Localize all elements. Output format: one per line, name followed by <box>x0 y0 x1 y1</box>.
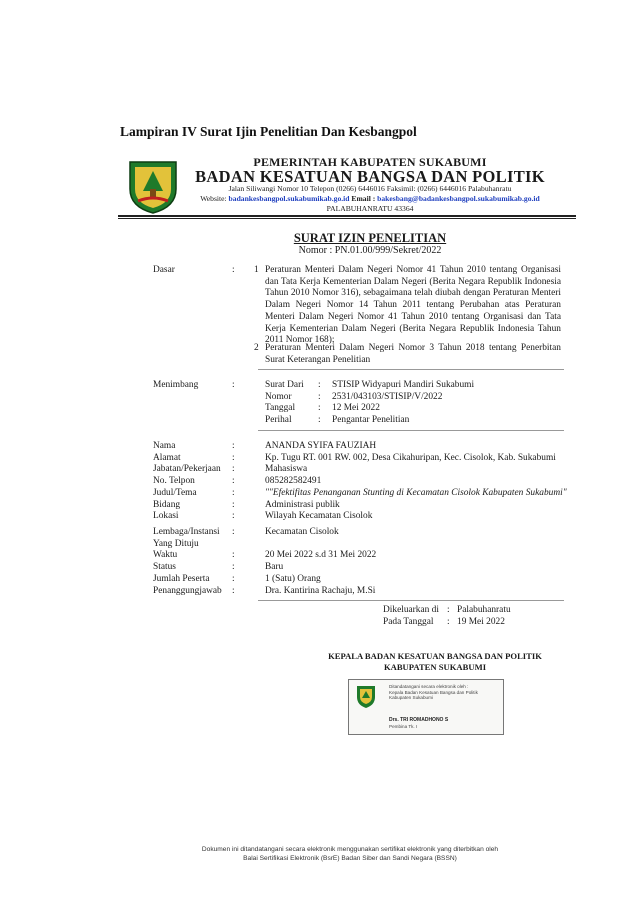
email-label: Email : <box>351 194 376 203</box>
status-colon: : <box>232 562 235 573</box>
letterhead-government: PEMERINTAH KABUPATEN SUKABUMI <box>253 155 487 169</box>
pekerjaan-value: Mahasiswa <box>265 464 308 475</box>
letterhead-divider <box>118 215 576 217</box>
issued-date-colon: : <box>447 617 450 627</box>
menimbang-label: Menimbang <box>153 380 199 390</box>
waktu-value: 20 Mei 2022 s.d 31 Mei 2022 <box>265 550 377 561</box>
dasar-colon: : <box>232 265 235 275</box>
penanggungjawab-label: Penanggungjawab <box>153 585 222 596</box>
footer-line1: Dokumen ini ditandatangani secara elektronik menggunakan sertifikat elektronik yang diterbitkan oleh <box>201 846 499 853</box>
tanggal-value: 12 Mei 2022 <box>332 403 380 414</box>
regency-emblem-icon <box>124 159 182 215</box>
judul-colon: : <box>232 487 235 498</box>
bidang-colon: : <box>232 499 235 510</box>
nama-value: ANANDA SYIFA FAUZIAH <box>265 441 377 451</box>
nomor-colon: : <box>318 391 321 402</box>
bidang-value: Administrasi publik <box>265 499 340 510</box>
lembaga-label: Lembaga/Instansi <box>153 527 220 537</box>
perihal-value: Pengantar Penelitian <box>332 415 410 426</box>
issued-place-label: Dikeluarkan di <box>383 605 439 615</box>
stamp-signer-rank: Pembina Tk. I <box>389 724 418 729</box>
nama-label: Nama <box>153 441 176 451</box>
judul-label: Judul/Tema <box>153 487 197 498</box>
stamp-text-line2: Kepala Badan Kesatuan Bangsa dan Politik <box>389 689 478 695</box>
tanggal-label: Tanggal <box>265 403 296 414</box>
lembaga-label-line2: Yang Dituju <box>153 538 199 549</box>
pekerjaan-label: Jabatan/Pekerjaan <box>153 464 221 475</box>
penanggungjawab-value: Dra. Kantirina Rachaju, M.Si <box>265 585 376 596</box>
issued-place-colon: : <box>447 605 450 615</box>
alamat-value: Kp. Tugu RT. 001 RW. 002, Desa Cikahuripan, Kec. Cisolok, Kab. Sukabumi <box>265 452 556 463</box>
dasar-item-1-text: Peraturan Menteri Dalam Negeri Nomor 41 Tahun 2010 tentang Organisasi dan Tata Kerja Kementerian Dalam Negeri (Berita Negara Republik Indonesia Tahun 2010 Nomor 316), sebagaimana telah diubah dengan Peraturan Menteri Dalam Negeri Nomor 14 Tahun 2011 tentang Perubahan atas Peraturan Menteri Dalam Negeri Nomor 41 Tahun 2010 tentang Organisasi dan Tata Kerja Kementerian Dalam Negeri (Berita Negara Republik Indonesia Tahun 2011 Nomor 168); <box>265 265 561 346</box>
section-divider <box>258 600 564 601</box>
bidang-label: Bidang <box>153 499 181 510</box>
alamat-label: Alamat <box>153 452 181 463</box>
issued-date-label: Pada Tanggal <box>383 617 434 627</box>
lokasi-value: Wilayah Kecamatan Cisolok <box>265 511 373 522</box>
tanggal-colon: : <box>318 403 321 414</box>
stamp-text <box>389 684 503 701</box>
dasar-label: Dasar <box>153 265 175 275</box>
lokasi-label: Lokasi <box>153 511 179 522</box>
waktu-colon: : <box>232 550 235 561</box>
letterhead-divider-thin <box>118 218 576 219</box>
jumlah-peserta-value: 1 (Satu) Orang <box>265 573 321 584</box>
stamp-text-line3: Kabupaten Sukabumi <box>389 695 433 701</box>
lembaga-value: Kecamatan Cisolok <box>265 527 339 537</box>
section-divider <box>258 369 564 370</box>
website-label: Website: <box>200 194 227 203</box>
dasar-item-2-number: 2 <box>254 343 259 353</box>
surat-dari-value: STISIP Widyapuri Mandiri Sukabumi <box>332 380 475 390</box>
stamp-text-line1: Ditandatangani secara elektronik oleh : <box>389 684 469 689</box>
status-label: Status <box>153 562 176 573</box>
signatory-title-line1: KEPALA BADAN KESATUAN BANGSA DAN POLITIK <box>328 651 542 661</box>
nama-colon: : <box>232 441 235 451</box>
signatory-title <box>300 651 570 673</box>
judul-value: ""Efektifitas Penanganan Stunting di Kecamatan Cisolok Kabupaten Sukabumi" <box>265 487 567 498</box>
dasar-item-1-number: 1 <box>254 265 259 275</box>
email-link[interactable]: bakesbang@badankesbangpol.sukabumikab.go.id <box>377 194 540 203</box>
nomor-value: 2531/043103/STISIP/V/2022 <box>332 391 443 402</box>
stamp-signer-name: Drs. TRI ROMADHONO S <box>389 717 449 723</box>
alamat-colon: : <box>232 452 235 463</box>
document-footer <box>150 845 550 863</box>
letter-number: Nomor : PN.01.00/999/Sekret/2022 <box>298 245 442 256</box>
surat-dari-colon: : <box>318 380 321 390</box>
letterhead-address: Jalan Siliwangi Nomor 10 Telepon (0266) 6446016 Faksimil: (0266) 6446016 Palabuhanratu <box>228 184 512 193</box>
letterhead-agency: BADAN KESATUAN BANGSA DAN POLITIK <box>195 167 545 186</box>
letter-title: SURAT IZIN PENELITIAN <box>293 231 447 245</box>
perihal-colon: : <box>318 415 321 426</box>
penanggungjawab-colon: : <box>232 585 235 596</box>
lokasi-colon: : <box>232 511 235 522</box>
issued-date-value: 19 Mei 2022 <box>457 617 505 627</box>
pekerjaan-colon: : <box>232 464 235 475</box>
lembaga-colon: : <box>232 527 235 537</box>
letterhead-contact <box>164 194 576 203</box>
page-caption: Lampiran IV Surat Ijin Penelitian Dan Kesbangpol <box>120 124 417 139</box>
dasar-item-2-text: Peraturan Menteri Dalam Negeri Nomor 3 Tahun 2018 tentang Penerbitan Surat Keterangan Penelitian <box>265 343 561 365</box>
nomor-label: Nomor <box>265 391 292 402</box>
menimbang-colon: : <box>232 380 235 390</box>
telpon-colon: : <box>232 476 235 487</box>
perihal-label: Perihal <box>265 415 292 426</box>
electronic-signature-stamp <box>348 679 504 735</box>
surat-dari-label: Surat Dari <box>265 380 304 390</box>
jumlah-peserta-colon: : <box>232 573 235 584</box>
waktu-label: Waktu <box>153 550 178 561</box>
jumlah-peserta-label: Jumlah Peserta <box>153 573 210 584</box>
issued-place-value: Palabuhanratu <box>457 605 511 615</box>
footer-line2: Balai Sertifikasi Elektronik (BsrE) Badan Siber dan Sandi Negara (BSSN) <box>243 855 457 862</box>
letterhead-city: PALABUHANRATU 43364 <box>326 204 414 213</box>
telpon-label: No. Telpon <box>153 476 195 487</box>
website-link[interactable]: badankesbangpol.sukabumikab.go.id <box>228 194 350 203</box>
signatory-title-line2: KABUPATEN SUKABUMI <box>383 662 487 672</box>
status-value: Baru <box>265 562 284 573</box>
telpon-value: 085282582491 <box>265 476 322 487</box>
stamp-emblem-icon <box>355 685 377 709</box>
section-divider <box>258 430 564 431</box>
